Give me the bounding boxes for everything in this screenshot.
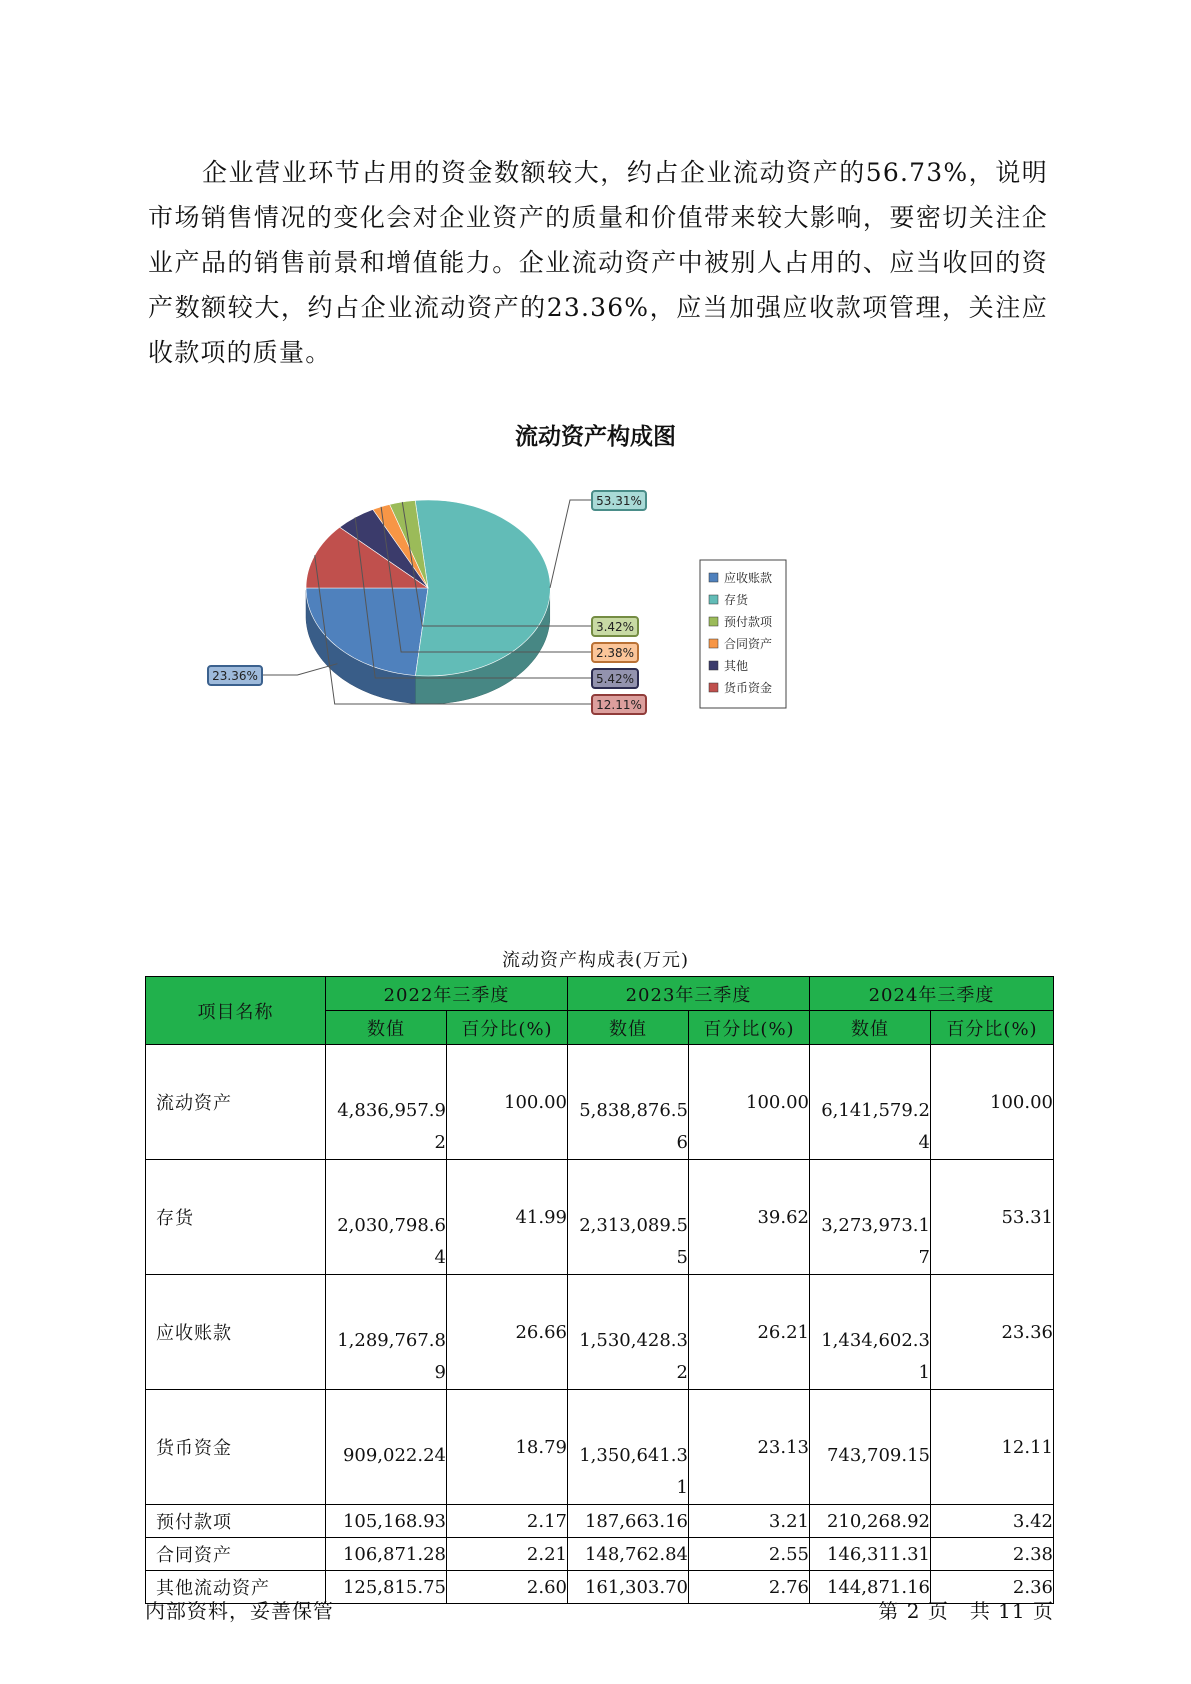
row-name: 流动资产	[146, 1045, 326, 1160]
cell-value: 210,268.92	[810, 1505, 931, 1538]
cell-pct: 23.13	[689, 1390, 810, 1505]
header-item-name: 项目名称	[146, 977, 326, 1045]
cell-value: 106,871.28	[326, 1538, 447, 1571]
subheader-pct: 百分比(%)	[689, 1011, 810, 1045]
cell-pct: 2.36	[931, 1571, 1054, 1604]
cell-pct: 12.11	[931, 1390, 1054, 1505]
cell-pct: 100.00	[447, 1045, 568, 1160]
table-row	[146, 1538, 1054, 1571]
cell-value: 6,141,579.2 4	[810, 1045, 931, 1160]
legend-swatch	[709, 661, 718, 670]
table-row	[146, 1390, 1054, 1505]
row-name: 应收账款	[146, 1275, 326, 1390]
cell-pct: 3.21	[689, 1505, 810, 1538]
leader-line	[262, 664, 337, 675]
header-period-2022: 2022年三季度	[326, 977, 568, 1011]
cell-pct: 2.21	[447, 1538, 568, 1571]
cell-value: 1,289,767.8 9	[326, 1275, 447, 1390]
cell-pct: 2.55	[689, 1538, 810, 1571]
cell-value: 909,022.24	[326, 1390, 447, 1505]
cell-pct: 100.00	[931, 1045, 1054, 1160]
cell-value: 1,350,641.3 1	[568, 1390, 689, 1505]
header-period-2024: 2024年三季度	[810, 977, 1054, 1011]
legend-swatch	[709, 617, 718, 626]
data-label: 53.31%	[596, 494, 642, 508]
subheader-pct: 百分比(%)	[931, 1011, 1054, 1045]
subheader-value: 数值	[568, 1011, 689, 1045]
table-caption: 流动资产构成表(万元)	[501, 950, 690, 971]
cell-pct: 18.79	[447, 1390, 568, 1505]
cell-value: 105,168.93	[326, 1505, 447, 1538]
data-label: 2.38%	[595, 646, 635, 660]
subheader-pct: 百分比(%)	[447, 1011, 568, 1045]
legend-swatch	[709, 639, 718, 648]
footer-page-number: 第 2 页 共 11 页	[878, 1599, 1054, 1623]
cell-pct: 26.21	[689, 1275, 810, 1390]
cell-pct: 2.17	[447, 1505, 568, 1538]
assets-table	[145, 976, 1054, 1604]
row-name: 其他流动资产	[146, 1571, 326, 1604]
cell-value: 3,273,973.1 7	[810, 1160, 931, 1275]
cell-value: 2,313,089.5 5	[568, 1160, 689, 1275]
cell-pct: 41.99	[447, 1160, 568, 1275]
cell-pct: 2.76	[689, 1571, 810, 1604]
cell-value: 4,836,957.9 2	[326, 1045, 447, 1160]
subheader-value: 数值	[810, 1011, 931, 1045]
legend-swatch	[709, 573, 718, 582]
cell-pct: 2.60	[447, 1571, 568, 1604]
cell-value: 148,762.84	[568, 1538, 689, 1571]
legend-entry: 预付款项	[724, 615, 773, 629]
table-row	[146, 1160, 1054, 1275]
cell-value: 161,303.70	[568, 1571, 689, 1604]
cell-value: 187,663.16	[568, 1505, 689, 1538]
data-label: 23.36%	[212, 669, 258, 683]
table-row	[146, 1275, 1054, 1390]
row-name: 预付款项	[146, 1505, 326, 1538]
cell-value: 2,030,798.6 4	[326, 1160, 447, 1275]
data-label: 3.42%	[595, 620, 635, 634]
body-paragraph: 企业营业环节占用的资金数额较大，约占企业流动资产的56.73%，说明市场销售情况的变化会对企业资产的质量和价值带来较大影响，要密切关注企业产品的销售前景和增值能力。企业流动资产中被别人占用的、应当收回的资产数额较大，约占企业流动资产的23.36%，应当加强应收款项管理，关注应收款项的质量。	[148, 158, 1048, 367]
cell-pct: 26.66	[447, 1275, 568, 1390]
legend-entry: 货币资金	[724, 681, 773, 695]
cell-pct: 3.42	[931, 1505, 1054, 1538]
cell-value: 743,709.15	[810, 1390, 931, 1505]
table-row	[146, 1045, 1054, 1160]
row-name: 存货	[146, 1160, 326, 1275]
legend-entry: 存货	[724, 593, 749, 607]
pie-chart	[0, 0, 1191, 760]
cell-value: 125,815.75	[326, 1571, 447, 1604]
cell-pct: 53.31	[931, 1160, 1054, 1275]
cell-value: 1,434,602.3 1	[810, 1275, 931, 1390]
legend-entry: 其他	[724, 659, 749, 673]
cell-value: 5,838,876.5 6	[568, 1045, 689, 1160]
data-label: 12.11%	[596, 698, 642, 712]
data-label: 5.42%	[595, 672, 635, 686]
footer-confidential-note: 内部资料，妥善保管	[145, 1599, 334, 1623]
cell-pct: 2.38	[931, 1538, 1054, 1571]
table-row	[146, 1505, 1054, 1538]
leader-line	[550, 500, 592, 588]
chart-title: 流动资产构成图	[515, 424, 676, 450]
cell-pct: 39.62	[689, 1160, 810, 1275]
legend-entry: 应收账款	[724, 571, 773, 585]
subheader-value: 数值	[326, 1011, 447, 1045]
cell-value: 146,311.31	[810, 1538, 931, 1571]
legend-entry: 合同资产	[724, 637, 773, 651]
cell-pct: 23.36	[931, 1275, 1054, 1390]
header-period-2023: 2023年三季度	[568, 977, 810, 1011]
legend-swatch	[709, 683, 718, 692]
cell-pct: 100.00	[689, 1045, 810, 1160]
row-name: 货币资金	[146, 1390, 326, 1505]
row-name: 合同资产	[146, 1538, 326, 1571]
cell-value: 144,871.16	[810, 1571, 931, 1604]
legend-swatch	[709, 595, 718, 604]
cell-value: 1,530,428.3 2	[568, 1275, 689, 1390]
